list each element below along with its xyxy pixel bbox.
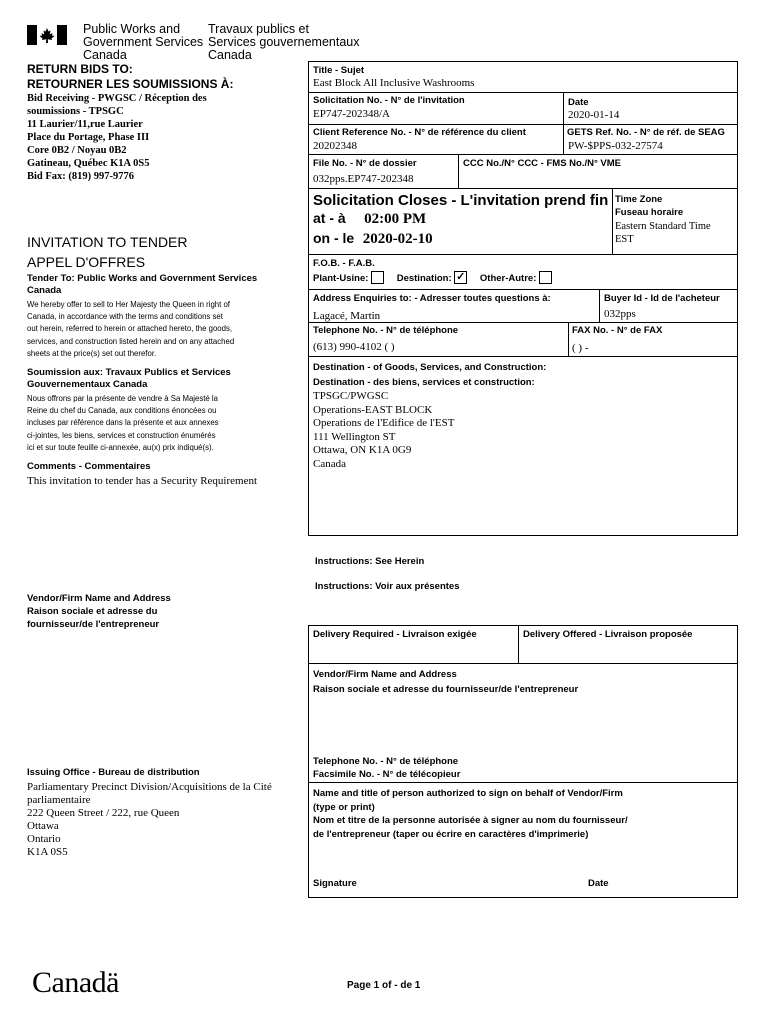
delivery-offered-label: Delivery Offered - Livraison proposée bbox=[523, 629, 693, 640]
telephone-value: (613) 990-4102 ( ) bbox=[313, 341, 395, 353]
department-en-line: Public Works and bbox=[83, 22, 181, 36]
telephone-label: Telephone No. - N° de téléphone bbox=[313, 325, 459, 336]
closes-date-row bbox=[313, 230, 433, 248]
buyer-id-value: 032pps bbox=[604, 308, 636, 320]
destination-line: Canada bbox=[313, 457, 346, 470]
paragraph-line: Reine du chef du Canada, aux conditions énoncées ou bbox=[27, 406, 217, 416]
soumission-paragraph bbox=[27, 393, 219, 454]
paragraph-line: Canada, in accordance with the terms and conditions set bbox=[27, 312, 223, 322]
date-value: 2020-01-14 bbox=[568, 109, 620, 121]
paragraph-line: ici et sur toute feuille ci-annexée, au(x) prix indiqué(s). bbox=[27, 442, 214, 452]
destination-label: Destination: bbox=[396, 273, 452, 285]
department-fr-line: Services gouvernementaux bbox=[208, 35, 360, 49]
signature-date-label: Date bbox=[588, 878, 609, 889]
gets-ref-value: PW-$PPS-032-27574 bbox=[568, 140, 663, 152]
issuing-line: parliamentaire bbox=[27, 794, 91, 806]
paragraph-line: ci-jointes, les biens, services et construction énumérés bbox=[27, 430, 216, 440]
time-zone-value-line: EST bbox=[615, 234, 634, 245]
issuing-office-address bbox=[27, 781, 272, 859]
return-bids-title-fr: RETOURNER LES SOUMISSIONS À: bbox=[27, 77, 234, 91]
solicitation-closes-label: Solicitation Closes - L'invitation prend fin bbox=[313, 192, 609, 209]
destination-line: Ottawa, ON K1A 0G9 bbox=[313, 444, 412, 456]
address-line: Bid Receiving - PWGSC / Réception des bbox=[27, 93, 207, 104]
destination-heading-fr: Destination - des biens, services et construction: bbox=[313, 377, 535, 388]
comments-label: Comments - Commentaires bbox=[27, 461, 151, 472]
other-checkbox[interactable] bbox=[539, 271, 552, 284]
closes-on-label: on - le bbox=[313, 230, 355, 246]
department-fr-line: Canada bbox=[208, 48, 252, 62]
canada-wordmark: Canadä bbox=[32, 966, 119, 999]
enquiries-value: Lagacé, Martin bbox=[313, 310, 381, 322]
signature-label: Signature bbox=[313, 878, 357, 889]
tender-paragraph bbox=[27, 299, 234, 360]
government-of-canada-flag-icon bbox=[27, 25, 67, 45]
vendor-facsimile-label: Facsimile No. - N° de télécopieur bbox=[313, 769, 461, 780]
time-zone-label bbox=[615, 193, 683, 219]
invitation-heading bbox=[27, 232, 188, 272]
destination-line: Operations de l'Edifice de l'EST bbox=[313, 417, 455, 429]
department-en-line: Canada bbox=[83, 48, 127, 62]
fax-value: ( ) - bbox=[572, 342, 589, 354]
bid-fax-line: Bid Fax: (819) 997-9776 bbox=[27, 171, 135, 182]
authorized-line: de l'entrepreneur (taper ou écrire en caractères d'imprimerie) bbox=[313, 828, 589, 840]
vendor-telephone-label: Telephone No. - N° de téléphone bbox=[313, 756, 459, 767]
department-name-en bbox=[83, 23, 203, 62]
vendor-left-line: fournisseur/de l'entrepreneur bbox=[27, 619, 160, 630]
return-bids-address bbox=[27, 92, 207, 183]
issuing-office-label: Issuing Office - Bureau de distribution bbox=[27, 767, 200, 778]
paragraph-line: incluses par référence dans la présente et aux annexes bbox=[27, 418, 219, 428]
issuing-line: Ottawa bbox=[27, 820, 59, 832]
plant-label: Plant-Usine: bbox=[313, 273, 369, 285]
page-number: Page 1 of - de 1 bbox=[347, 980, 421, 991]
authorized-line: Nom et titre de la personne autorisée à signer au nom du fournisseur/ bbox=[313, 815, 628, 826]
buyer-id-label: Buyer Id - Id de l'acheteur bbox=[604, 293, 720, 304]
destination-heading-en: Destination - of Goods, Services, and Construction: bbox=[313, 362, 547, 373]
destination-heading bbox=[313, 360, 546, 390]
delivery-required-label: Delivery Required - Livraison exigée bbox=[313, 629, 477, 640]
client-reference-label: Client Reference No. - N° de référence du client bbox=[313, 127, 526, 138]
time-zone-value bbox=[615, 220, 711, 246]
vendor-label-en: Vendor/Firm Name and Address bbox=[313, 669, 457, 680]
return-bids-title-en: RETURN BIDS TO: bbox=[27, 62, 133, 76]
address-line: Place du Portage, Phase III bbox=[27, 132, 150, 143]
fax-label: FAX No. - N° de FAX bbox=[572, 325, 663, 336]
time-zone-label-en: Time Zone bbox=[615, 194, 663, 205]
vendor-label-fr: Raison sociale et adresse du fournisseur/de l'entrepreneur bbox=[313, 684, 579, 695]
vendor-left-line: Vendor/Firm Name and Address bbox=[27, 593, 171, 604]
department-en-line: Government Services bbox=[83, 35, 204, 49]
plant-checkbox[interactable] bbox=[371, 271, 384, 284]
paragraph-line: services, and construction listed herein and on any attached bbox=[27, 336, 235, 346]
destination-line: TPSGC/PWGSC bbox=[313, 390, 389, 402]
date-label: Date bbox=[568, 97, 589, 108]
title-label: Title - Sujet bbox=[313, 65, 365, 76]
tender-to: Tender To: Public Works and Government Services Canada bbox=[27, 273, 258, 296]
fob-label: F.O.B. - F.A.B. bbox=[313, 258, 375, 269]
destination-checkbox[interactable]: ✓ bbox=[456, 271, 466, 283]
client-reference-value: 20202348 bbox=[313, 140, 357, 152]
time-zone-value-line: Eastern Standard Time bbox=[615, 221, 711, 232]
gets-ref-label: GETS Ref. No. - N° de réf. de SEAG bbox=[567, 127, 725, 138]
destination-address bbox=[313, 390, 454, 471]
paragraph-line: sheets at the price(s) set out therefor. bbox=[27, 348, 157, 358]
vendor-left-line: Raison sociale et adresse du bbox=[27, 606, 158, 617]
instructions-fr: Instructions: Voir aux présentes bbox=[315, 581, 460, 592]
authorized-line: Name and title of person authorized to sign on behalf of Vendor/Firm bbox=[313, 788, 623, 799]
authorized-line: (type or print) bbox=[313, 801, 375, 813]
fob-options bbox=[313, 272, 552, 285]
invitation-title-en: INVITATION TO TENDER bbox=[27, 234, 188, 250]
department-fr-line: Travaux publics et bbox=[208, 22, 309, 36]
comments-value: This invitation to tender has a Security Requirement bbox=[27, 475, 258, 487]
address-line: 11 Laurier/11,rue Laurier bbox=[27, 119, 143, 130]
destination-line: Operations-EAST BLOCK bbox=[313, 403, 433, 416]
issuing-line: Ontario bbox=[27, 833, 61, 845]
closes-at-label: at - à bbox=[313, 210, 346, 226]
title-value: East Block All Inclusive Washrooms bbox=[313, 77, 475, 89]
invitation-title-fr: APPEL D'OFFRES bbox=[27, 254, 146, 270]
vendor-name-address-label bbox=[313, 667, 578, 697]
closes-time-value: 02:00 PM bbox=[364, 211, 427, 227]
vendor-name-address-left bbox=[27, 592, 171, 631]
soumission-aux: Soumission aux: Travaux Publics et Services Gouvernementaux Canada bbox=[27, 367, 231, 390]
vendor-contact-labels bbox=[313, 755, 460, 781]
issuing-line: 222 Queen Street / 222, rue Queen bbox=[27, 807, 180, 819]
time-zone-label-fr: Fuseau horaire bbox=[615, 207, 684, 218]
address-line: Gatineau, Québec K1A 0S5 bbox=[27, 158, 150, 169]
ccc-no-label: CCC No./N° CCC - FMS No./N° VME bbox=[463, 158, 622, 169]
destination-line: 111 Wellington ST bbox=[313, 430, 396, 443]
other-label: Other-Autre: bbox=[479, 273, 537, 285]
solicitation-no-value: EP747-202348/A bbox=[313, 108, 390, 120]
return-bids-heading bbox=[27, 62, 233, 92]
address-line: soumissions - TPSGC bbox=[27, 106, 124, 117]
closes-time-row bbox=[313, 210, 426, 228]
paragraph-line: We hereby offer to sell to Her Majesty the Queen in right of bbox=[27, 300, 230, 309]
enquiries-label: Address Enquiries to: - Adresser toutes questions à: bbox=[313, 293, 551, 304]
address-line: Core 0B2 / Noyau 0B2 bbox=[27, 145, 127, 156]
paragraph-line: out herein, referred to herein or attached hereto, the goods, bbox=[27, 324, 233, 334]
instructions-en: Instructions: See Herein bbox=[315, 556, 425, 567]
issuing-line: K1A 0S5 bbox=[27, 846, 68, 858]
paragraph-line: Nous offrons par la présente de vendre à Sa Majesté la bbox=[27, 394, 218, 403]
closes-date-value: 2020-02-10 bbox=[362, 231, 433, 247]
solicitation-no-label: Solicitation No. - N° de l'invitation bbox=[313, 95, 465, 106]
issuing-line: Parliamentary Precinct Division/Acquisitions de la Cité bbox=[27, 781, 272, 793]
file-no-label: File No. - N° de dossier bbox=[313, 158, 417, 169]
file-no-value: 032pps.EP747-202348 bbox=[313, 173, 414, 185]
department-name-fr bbox=[208, 23, 359, 62]
authorized-person-label bbox=[313, 787, 628, 841]
